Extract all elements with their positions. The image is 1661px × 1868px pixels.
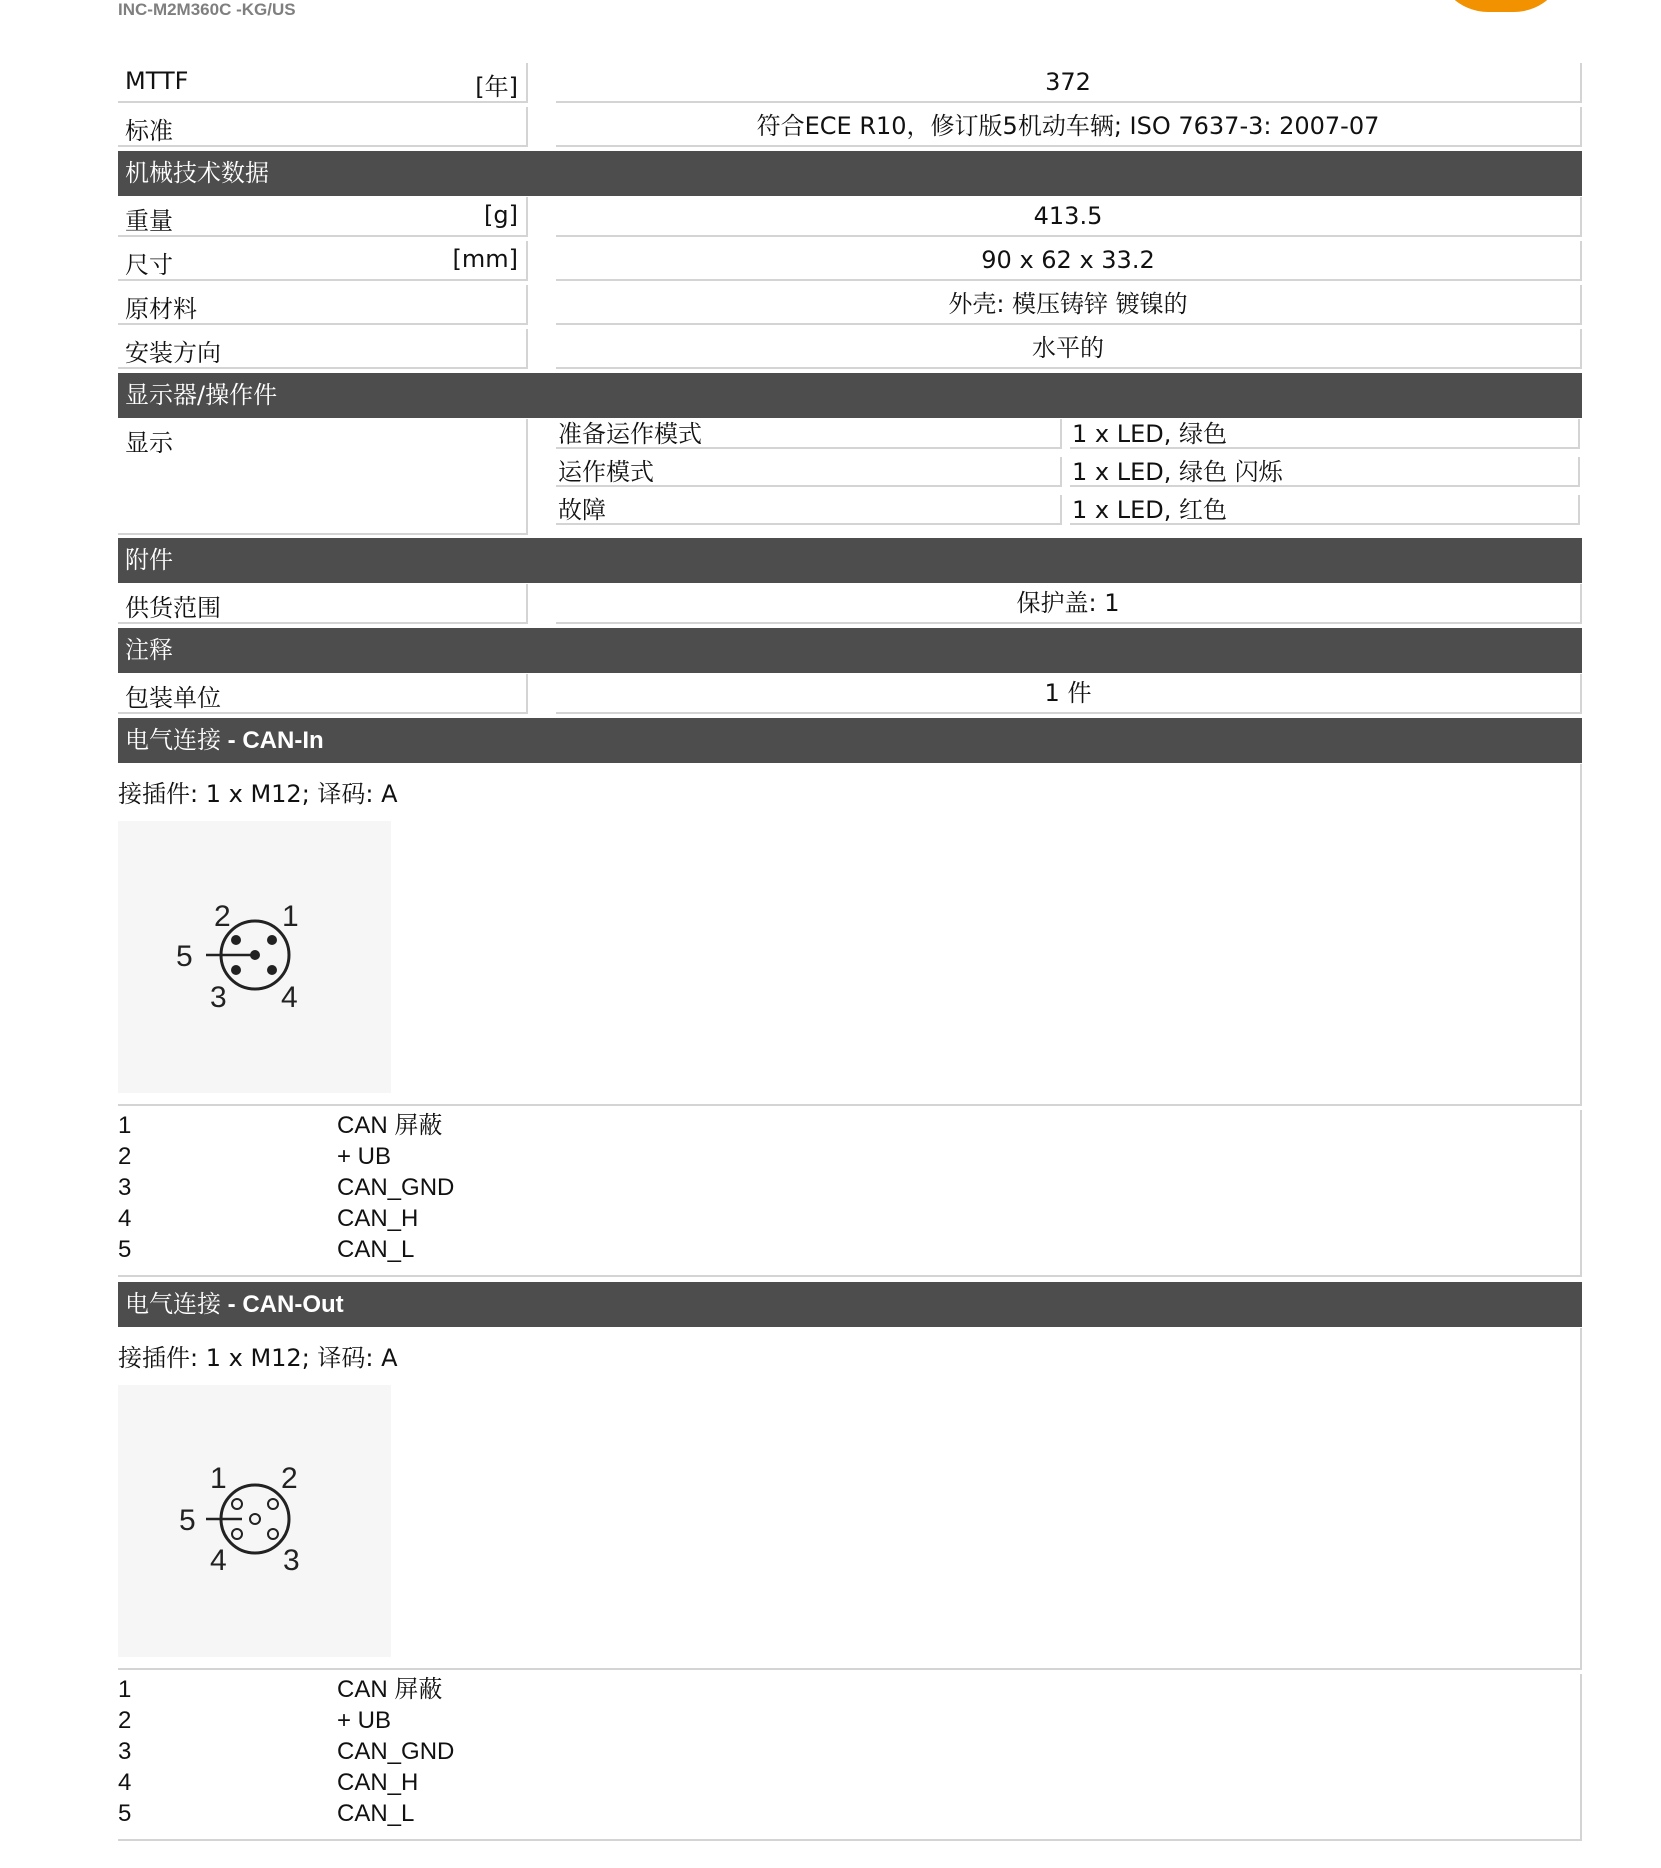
pin-label: 4 — [210, 1544, 227, 1577]
section-header-accessories: 附件 — [118, 538, 1582, 583]
row-value: 符合ECE R10，修订版5机动车辆; ISO 7637-3: 2007-07 — [556, 107, 1582, 147]
connector-description: 接插件: 1 x M12; 译码: A — [118, 1344, 398, 1372]
row-label: 供货范围 — [125, 594, 221, 622]
pin-table-can-out: 1 CAN 屏蔽 2 + UB 3 CAN_GND 4 CAN_H 5 CAN_L — [118, 1674, 1582, 1841]
display-item-key: 准备运作模式 — [556, 419, 1062, 449]
row-value: 1 件 — [556, 674, 1582, 714]
section-header-mechanical: 机械技术数据 — [118, 151, 1582, 196]
row-unit: [mm] — [452, 245, 518, 273]
spec-row-mttf — [118, 63, 1582, 107]
spec-row-weight — [118, 197, 1582, 241]
row-unit: [年] — [475, 73, 518, 101]
model-number: INC-M2M360C -KG/US — [118, 0, 296, 19]
row-label: 安装方向 — [125, 339, 221, 367]
row-label: 重量 — [125, 207, 173, 235]
m12-connector-diagram — [118, 1385, 391, 1657]
pin-label: 5 — [176, 940, 193, 973]
spec-sheet — [118, 63, 1582, 1846]
pin-label: 5 — [179, 1504, 196, 1537]
row-value: 水平的 — [556, 329, 1582, 369]
row-value: 外壳: 模压铸锌 镀镍的 — [556, 285, 1582, 325]
display-item-value: 1 x LED, 绿色 — [1070, 419, 1580, 449]
section-header-can-out: 电气连接 - CAN-Out — [118, 1282, 1582, 1327]
pin-label: 3 — [210, 981, 227, 1014]
pin-label: 1 — [282, 900, 299, 933]
spec-row-standard — [118, 107, 1582, 151]
display-item-key: 运作模式 — [556, 457, 1062, 487]
row-value: 413.5 — [556, 197, 1582, 237]
display-item-value: 1 x LED, 红色 — [1070, 495, 1580, 525]
pin-label: 2 — [214, 900, 231, 933]
spec-row-delivery — [118, 584, 1582, 628]
display-item — [556, 457, 1580, 489]
row-label: 原材料 — [125, 295, 197, 323]
row-label: MTTF — [125, 67, 189, 95]
row-label: 显示 — [125, 429, 173, 457]
connector-description: 接插件: 1 x M12; 译码: A — [118, 780, 398, 808]
row-value: 90 x 62 x 33.2 — [556, 241, 1582, 281]
row-label: 标准 — [125, 117, 173, 145]
section-header-display: 显示器/操作件 — [118, 373, 1582, 418]
row-label: 尺寸 — [125, 251, 173, 279]
row-value: 372 — [556, 63, 1582, 103]
display-item — [556, 419, 1580, 451]
row-value: 保护盖: 1 — [556, 584, 1582, 624]
pin-label: 2 — [281, 1462, 298, 1495]
row-label: 包装单位 — [125, 684, 221, 712]
spec-row-packaging — [118, 674, 1582, 718]
pin-label: 1 — [210, 1462, 227, 1495]
connector-block-can-in — [118, 764, 1582, 1106]
pin-label: 3 — [283, 1544, 300, 1577]
spec-row-material — [118, 285, 1582, 329]
spec-row-mounting — [118, 329, 1582, 373]
display-item-key: 故障 — [556, 495, 1062, 525]
m12-connector-diagram — [118, 821, 391, 1093]
display-item — [556, 495, 1580, 527]
display-item-value: 1 x LED, 绿色 闪烁 — [1070, 457, 1580, 487]
spec-row-dimensions — [118, 241, 1582, 285]
section-header-notes: 注释 — [118, 628, 1582, 673]
section-header-can-in: 电气连接 - CAN-In — [118, 718, 1582, 763]
row-unit: [g] — [484, 201, 518, 229]
connector-block-can-out — [118, 1328, 1582, 1670]
brand-logo — [1436, 0, 1566, 12]
spec-row-display — [118, 419, 1582, 538]
pin-table-can-in: 1 CAN 屏蔽 2 + UB 3 CAN_GND 4 CAN_H 5 CAN_L — [118, 1110, 1582, 1277]
pin-label: 4 — [281, 981, 298, 1014]
